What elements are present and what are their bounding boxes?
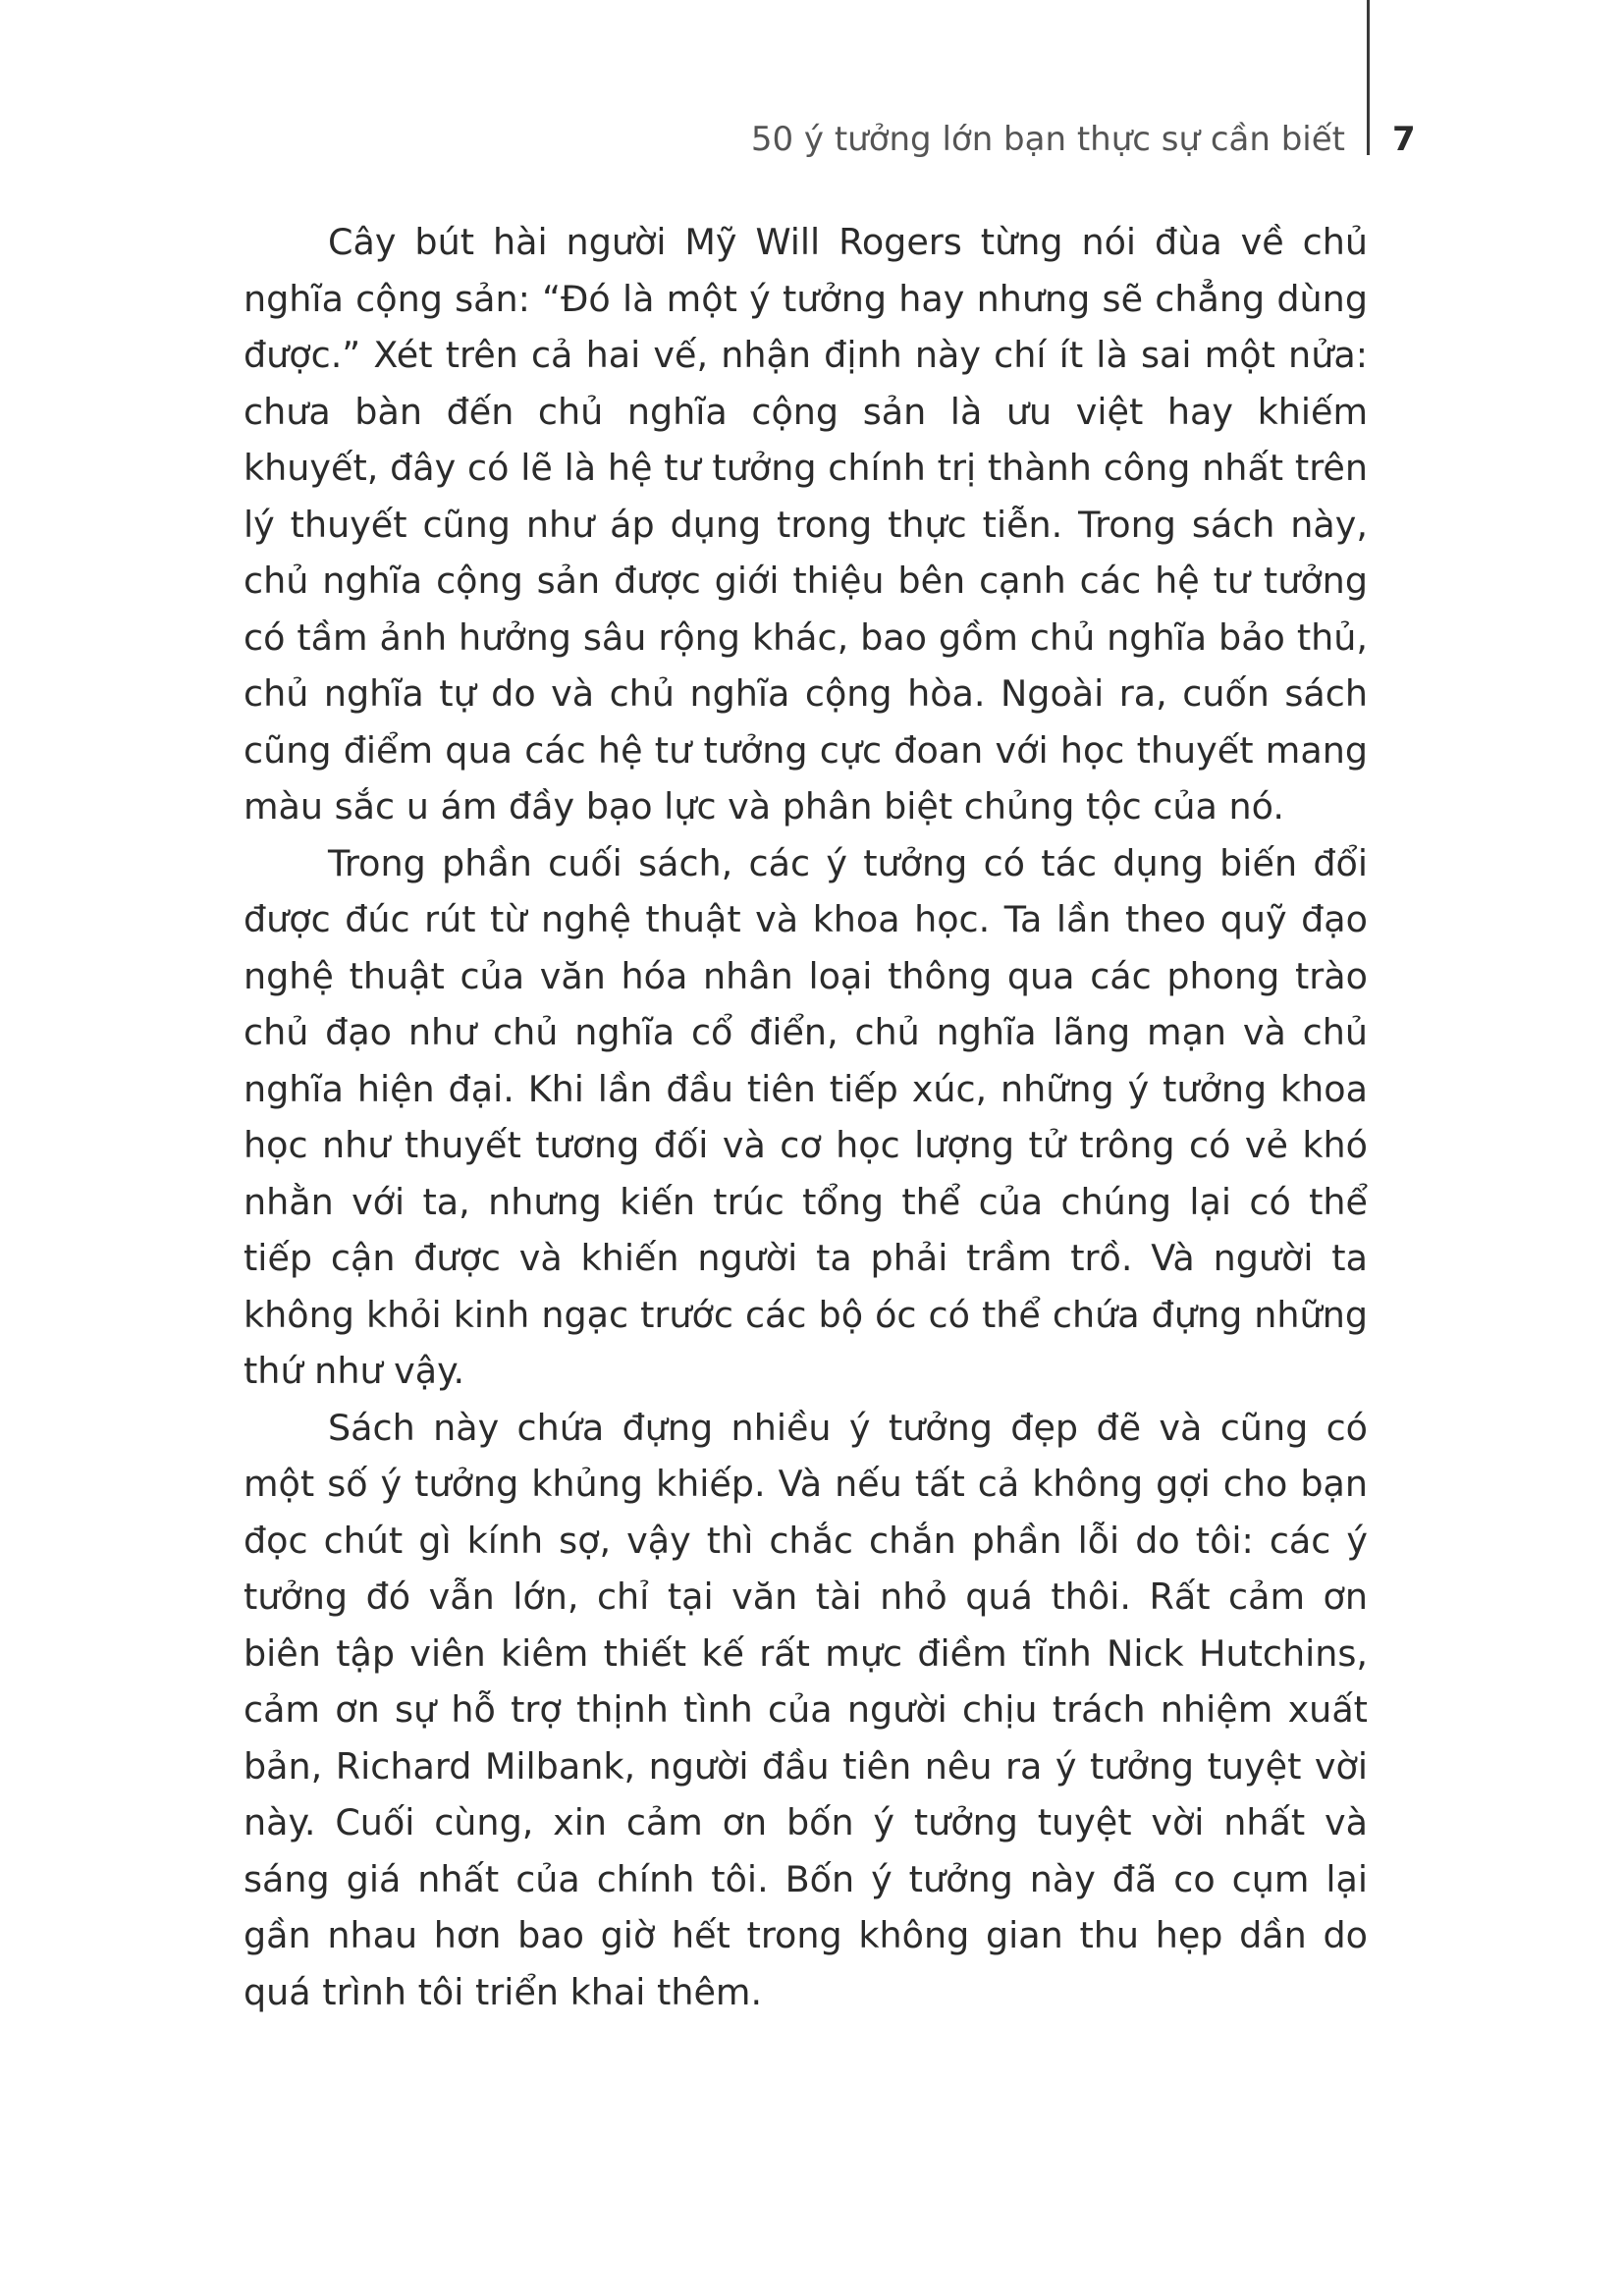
paragraph: Sách này chứa đựng nhiều ý tưởng đẹp đẽ và cũng có một số ý tưởng khủng khiếp. Và nếu tất cả không gợi cho bạn đọc chút gì kính sợ, vậy thì chắc chắn phần lỗi do tôi: các ý tưởng đó vẫn lớn, chỉ tại văn tài nhỏ quá thôi. Rất cảm ơn biên tập viên kiêm thiết kế rất mực điềm tĩnh Nick Hutchins, cảm ơn sự hỗ trợ thịnh tình của người chịu trách nhiệm xuất bản, Richard Milbank, người đầu tiên nêu ra ý tưởng tuyệt vời này. Cuối cùng, xin cảm ơn bốn ý tưởng tuyệt vời nhất và sáng giá nhất của chính tôi. Bốn ý tưởng này đã co cụm lại gần nhau hơn bao giờ hết trong không gian thu hẹp dần do quá trình tôi triển khai thêm. [243,1406,1368,2013]
paragraph: Cây bút hài người Mỹ Will Rogers từng nói đùa về chủ nghĩa cộng sản: “Đó là một ý tưởng hay nhưng sẽ chẳng dùng được.” Xét trên cả hai vế, nhận định này chí ít là sai một nửa: chưa bàn đến chủ nghĩa cộng sản là ưu việt hay khiếm khuyết, đây có lẽ là hệ tư tưởng chính trị thành công nhất trên lý thuyết cũng như áp dụng trong thực tiễn. Trong sách này, chủ nghĩa cộng sản được giới thiệu bên cạnh các hệ tư tưởng có tầm ảnh hưởng sâu rộng khác, bao gồm chủ nghĩa bảo thủ, chủ nghĩa tự do và chủ nghĩa cộng hòa. Ngoài ra, cuốn sách cũng điểm qua các hệ tư tưởng cực đoan với học thuyết mang màu sắc u ám đầy bạo lực và phân biệt chủng tộc của nó. [243,221,1368,828]
paragraph: Trong phần cuối sách, các ý tưởng có tác dụng biến đổi được đúc rút từ nghệ thuật và khoa học. Ta lần theo quỹ đạo nghệ thuật của văn hóa nhân loại thông qua các phong trào chủ đạo như chủ nghĩa cổ điển, chủ nghĩa lãng mạn và chủ nghĩa hiện đại. Khi lần đầu tiên tiếp xúc, những ý tưởng khoa học như thuyết tương đối và cơ học lượng tử trông có vẻ khó nhằn với ta, nhưng kiến trúc tổng thể của chúng lại có thể tiếp cận được và khiến người ta phải trầm trồ. Và người ta không khỏi kinh ngạc trước các bộ óc có thể chứa đựng những thứ như vậy. [243,841,1368,1392]
header-rule [1367,0,1370,155]
page-number: 7 [1392,120,1416,159]
running-title: 50 ý tưởng lớn bạn thực sự cần biết [750,120,1345,159]
body-text [243,214,1368,2020]
